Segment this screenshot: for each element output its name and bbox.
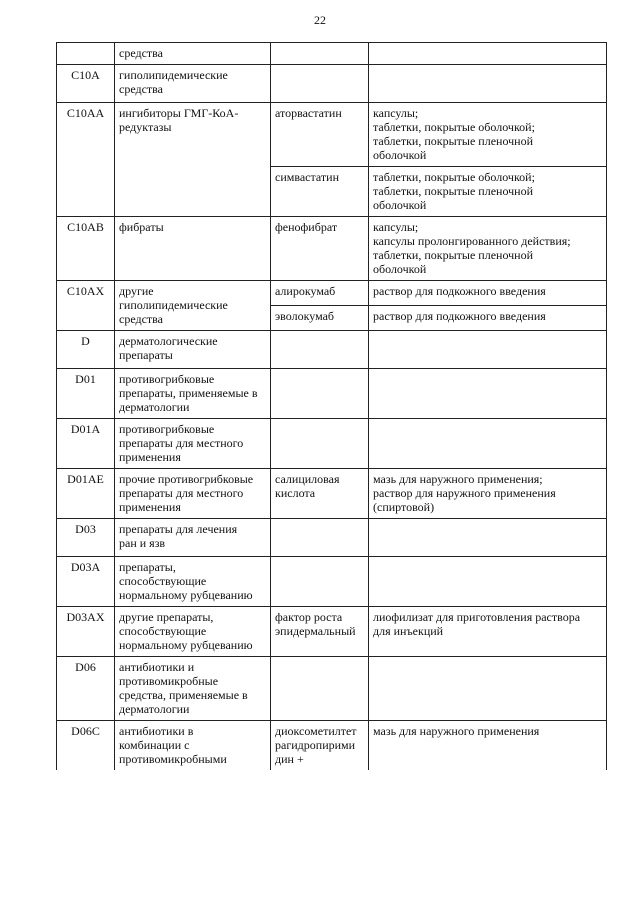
dosage-form-cell: лиофилизат для приготовления раствора для инъекций (369, 607, 607, 657)
dosage-form-cell (369, 331, 607, 369)
drug-name-cell (271, 557, 369, 607)
anatomical-group-cell: препараты, способствующие нормальному рубцеванию (115, 557, 271, 607)
dosage-form-cell: раствор для подкожного введения (369, 281, 607, 306)
drug-name-cell (271, 519, 369, 557)
table-row (57, 103, 607, 167)
atc-code-cell: C10AX (57, 281, 115, 331)
dosage-form-cell (369, 519, 607, 557)
table-row (57, 217, 607, 281)
drug-name-cell (271, 65, 369, 103)
drug-name-cell (271, 43, 369, 65)
anatomical-group-cell: гиполипидемические средства (115, 65, 271, 103)
drug-name-cell (271, 419, 369, 469)
table-row (57, 281, 607, 306)
dosage-form-cell (369, 557, 607, 607)
table-row (57, 721, 607, 771)
anatomical-group-cell: прочие противогрибковые препараты для местного применения (115, 469, 271, 519)
table-row (57, 331, 607, 369)
table-row (57, 469, 607, 519)
atc-code-cell: D01A (57, 419, 115, 469)
atc-code-cell: C10AA (57, 103, 115, 217)
anatomical-group-cell: ингибиторы ГМГ-КоА- редуктазы (115, 103, 271, 217)
anatomical-group-cell: антибиотики в комбинации с противомикробными (115, 721, 271, 771)
drug-classification-table (56, 42, 607, 770)
drug-name-cell (271, 331, 369, 369)
atc-code-cell: D03AX (57, 607, 115, 657)
anatomical-group-cell: фибраты (115, 217, 271, 281)
anatomical-group-cell: средства (115, 43, 271, 65)
drug-name-cell: эволокумаб (271, 306, 369, 331)
dosage-form-cell (369, 419, 607, 469)
drug-name-cell (271, 369, 369, 419)
anatomical-group-cell: противогрибковые препараты для местного применения (115, 419, 271, 469)
drug-name-cell: диоксометилтет рагидропирими дин + (271, 721, 369, 771)
table-row (57, 557, 607, 607)
anatomical-group-cell: другие препараты, способствующие нормальному рубцеванию (115, 607, 271, 657)
dosage-form-cell: мазь для наружного применения (369, 721, 607, 771)
atc-code-cell: D (57, 331, 115, 369)
atc-code-cell: D03A (57, 557, 115, 607)
drug-name-cell: фенофибрат (271, 217, 369, 281)
atc-code-cell: D06C (57, 721, 115, 771)
dosage-form-cell (369, 43, 607, 65)
table-row (57, 369, 607, 419)
dosage-form-cell: капсулы; таблетки, покрытые оболочкой; таблетки, покрытые пленочной оболочкой (369, 103, 607, 167)
atc-code-cell: C10A (57, 65, 115, 103)
anatomical-group-cell: другие гиполипидемические средства (115, 281, 271, 331)
dosage-form-cell: таблетки, покрытые оболочкой; таблетки, покрытые пленочной оболочкой (369, 167, 607, 217)
drug-name-cell: алирокумаб (271, 281, 369, 306)
dosage-form-cell (369, 657, 607, 721)
table-row (57, 607, 607, 657)
drug-name-cell: фактор роста эпидермальный (271, 607, 369, 657)
dosage-form-cell: капсулы; капсулы пролонгированного действия; таблетки, покрытые пленочной оболочкой (369, 217, 607, 281)
table-row (57, 519, 607, 557)
dosage-form-cell (369, 369, 607, 419)
table-row (57, 419, 607, 469)
drug-name-cell: аторвастатин (271, 103, 369, 167)
table-row (57, 43, 607, 65)
table-row (57, 657, 607, 721)
atc-code-cell: C10AB (57, 217, 115, 281)
anatomical-group-cell: антибиотики и противомикробные средства, применяемые в дерматологии (115, 657, 271, 721)
dosage-form-cell: раствор для подкожного введения (369, 306, 607, 331)
drug-name-cell (271, 657, 369, 721)
page-number: 22 (314, 13, 326, 27)
atc-code-cell (57, 43, 115, 65)
drug-name-cell: салициловая кислота (271, 469, 369, 519)
dosage-form-cell: мазь для наружного применения; раствор для наружного применения (спиртовой) (369, 469, 607, 519)
dosage-form-cell (369, 65, 607, 103)
atc-code-cell: D01AE (57, 469, 115, 519)
table-row (57, 65, 607, 103)
anatomical-group-cell: противогрибковые препараты, применяемые в дерматологии (115, 369, 271, 419)
atc-code-cell: D01 (57, 369, 115, 419)
atc-code-cell: D03 (57, 519, 115, 557)
anatomical-group-cell: дерматологические препараты (115, 331, 271, 369)
atc-code-cell: D06 (57, 657, 115, 721)
drug-name-cell: симвастатин (271, 167, 369, 217)
anatomical-group-cell: препараты для лечения ран и язв (115, 519, 271, 557)
